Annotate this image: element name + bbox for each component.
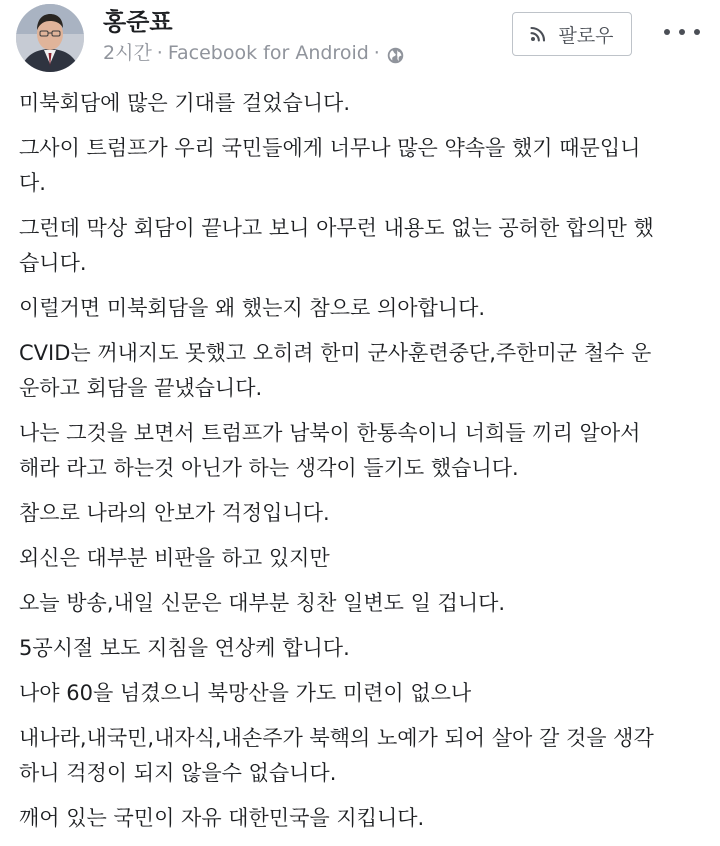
post-meta <box>103 40 404 66</box>
post-text-line: 깨어 있는 국민이 자유 대한민국을 지킵니다. <box>19 806 425 830</box>
post-text-line: CVID는 꺼내지도 못했고 오히려 한미 군사훈련중단,주한미군 철수 운 <box>19 341 652 365</box>
rss-icon <box>530 26 546 42</box>
follow-button[interactable] <box>512 12 632 56</box>
post-paragraph <box>19 336 709 406</box>
post-source: Facebook for Android <box>167 42 369 64</box>
post-paragraph <box>19 496 709 531</box>
more-dots-icon[interactable] <box>664 18 700 46</box>
post-text-line: 운하고 회담을 끝냈습니다. <box>19 376 263 400</box>
post-text-line: 외신은 대부분 비판을 하고 있지만 <box>19 546 330 570</box>
post-text-line: 나야 60을 넘겼으니 북망산을 가도 미련이 없으나 <box>19 681 472 705</box>
globe-icon <box>387 45 404 62</box>
post-text-line: 5공시절 보도 지침을 연상케 합니다. <box>19 636 350 660</box>
post-paragraph <box>19 131 709 201</box>
post-text-line: 습니다. <box>19 251 87 275</box>
post-text-line: 오늘 방송,내일 신문은 대부분 칭찬 일변도 일 겁니다. <box>19 591 506 615</box>
author-name[interactable]: 홍준표 <box>103 8 173 36</box>
post-paragraph <box>19 211 709 281</box>
post-paragraph <box>19 541 709 576</box>
meta-separator: · <box>156 42 163 64</box>
post-paragraph <box>19 416 709 486</box>
post-time[interactable]: 2시간 <box>103 42 152 64</box>
post-text-line: 내나라,내국민,내자식,내손주가 북핵의 노예가 되어 살아 갈 것을 생각 <box>19 726 654 750</box>
post-text-line: 참으로 나라의 안보가 걱정입니다. <box>19 501 330 525</box>
post-text-line: 다. <box>19 171 46 195</box>
meta-separator: · <box>373 42 380 64</box>
post-paragraph <box>19 721 709 791</box>
post-paragraph <box>19 86 709 121</box>
post-body <box>19 86 709 846</box>
post-header <box>0 0 720 90</box>
post-text-line: 해라 라고 하는것 아닌가 하는 생각이 들기도 했습니다. <box>19 456 519 480</box>
post-text-line: 이럴거면 미북회담을 왜 했는지 참으로 의아합니다. <box>19 296 486 320</box>
post-paragraph <box>19 631 709 666</box>
post-paragraph <box>19 586 709 621</box>
post-text-line: 나는 그것을 보면서 트럼프가 남북이 한통속이니 너희들 끼리 알아서 <box>19 421 641 445</box>
follow-label: 팔로우 <box>558 24 614 47</box>
avatar[interactable] <box>16 4 84 72</box>
post-paragraph <box>19 291 709 326</box>
post-text-line: 그런데 막상 회담이 끝나고 보니 아무런 내용도 없는 공허한 합의만 했 <box>19 216 654 240</box>
post-text-line: 미북회담에 많은 기대를 걸었습니다. <box>19 91 350 115</box>
post-paragraph <box>19 801 709 836</box>
post-paragraph <box>19 676 709 711</box>
post-text-line: 하니 걱정이 되지 않을수 없습니다. <box>19 761 337 785</box>
avatar-portrait-image <box>16 4 84 72</box>
post-text-line: 그사이 트럼프가 우리 국민들에게 너무나 많은 약속을 했기 때문입니 <box>19 136 641 160</box>
